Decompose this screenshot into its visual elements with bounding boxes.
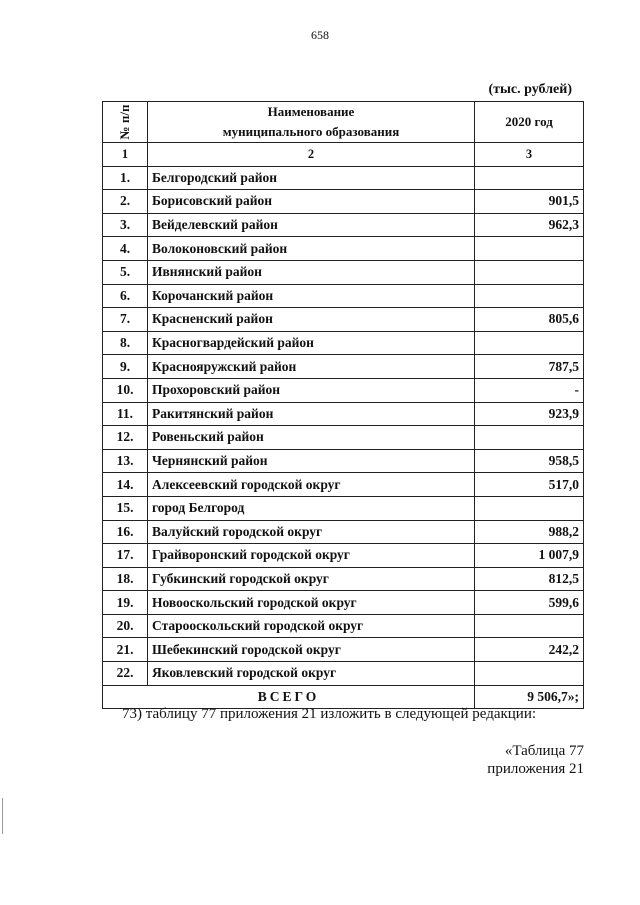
- table-row: [103, 496, 584, 520]
- row-name: Валуйский городской округ: [148, 520, 475, 544]
- header-year-column: 2020 год: [475, 102, 584, 143]
- header-name-column: [148, 102, 475, 143]
- row-name: Губкинский городской округ: [148, 567, 475, 591]
- row-value: [475, 426, 584, 450]
- row-value: [475, 166, 584, 190]
- amendment-paragraph: 73) таблицу 77 приложения 21 изложить в следующей редакции:: [122, 706, 537, 722]
- table-row: [103, 614, 584, 638]
- table-row: [103, 520, 584, 544]
- row-name: Белгородский район: [148, 166, 475, 190]
- row-name: Шебекинский городской округ: [148, 638, 475, 662]
- row-value: 242,2: [475, 638, 584, 662]
- header-number-label: № п/п: [117, 104, 132, 140]
- row-number: 14.: [103, 473, 148, 497]
- row-value: 962,3: [475, 213, 584, 237]
- units-label: (тыс. рублей): [488, 82, 572, 97]
- row-number: 3.: [103, 213, 148, 237]
- row-number: 7.: [103, 308, 148, 332]
- row-value: 1 007,9: [475, 544, 584, 568]
- row-value: [475, 260, 584, 284]
- row-number: 2.: [103, 190, 148, 214]
- budget-table: [102, 101, 584, 709]
- row-number: 5.: [103, 260, 148, 284]
- table-row: [103, 378, 584, 402]
- table-row: [103, 284, 584, 308]
- row-number: 11.: [103, 402, 148, 426]
- row-number: 22.: [103, 662, 148, 686]
- row-value: 988,2: [475, 520, 584, 544]
- row-name: Чернянский район: [148, 449, 475, 473]
- table-row: [103, 473, 584, 497]
- table-row: [103, 638, 584, 662]
- row-name: Ракитянский район: [148, 402, 475, 426]
- row-name: Вейделевский район: [148, 213, 475, 237]
- row-number: 6.: [103, 284, 148, 308]
- row-value: [475, 284, 584, 308]
- row-value: [475, 331, 584, 355]
- table-row: [103, 213, 584, 237]
- table-row: [103, 331, 584, 355]
- row-value: 599,6: [475, 591, 584, 615]
- row-number: 8.: [103, 331, 148, 355]
- table-row: [103, 402, 584, 426]
- row-name: Алексеевский городской округ: [148, 473, 475, 497]
- row-value: [475, 237, 584, 261]
- table-row: [103, 449, 584, 473]
- page-number: 658: [311, 28, 329, 42]
- row-name: Прохоровский район: [148, 378, 475, 402]
- row-number: 12.: [103, 426, 148, 450]
- row-name: город Белгород: [148, 496, 475, 520]
- row-name: Ивнянский район: [148, 260, 475, 284]
- table-row: [103, 260, 584, 284]
- row-name: Борисовский район: [148, 190, 475, 214]
- row-name: Краснояружский район: [148, 355, 475, 379]
- row-number: 13.: [103, 449, 148, 473]
- column-number-3: 3: [475, 143, 584, 167]
- table-reference-line1: «Таблица 77: [504, 743, 584, 759]
- table-row: [103, 567, 584, 591]
- row-name: Красногвардейский район: [148, 331, 475, 355]
- table-row: [103, 591, 584, 615]
- row-name: Ровеньский район: [148, 426, 475, 450]
- row-number: 4.: [103, 237, 148, 261]
- header-name-line2: муниципального образования: [222, 124, 400, 139]
- row-value: [475, 614, 584, 638]
- table-row: [103, 166, 584, 190]
- row-value: 901,5: [475, 190, 584, 214]
- table-reference-line2: приложения 21: [487, 761, 584, 777]
- row-number: 1.: [103, 166, 148, 190]
- row-value: 812,5: [475, 567, 584, 591]
- row-value: [475, 662, 584, 686]
- table-header-row: [103, 102, 584, 143]
- table-row: [103, 662, 584, 686]
- margin-mark: [2, 798, 3, 834]
- header-name-line1: Наименование: [267, 104, 355, 119]
- row-name: Красненский район: [148, 308, 475, 332]
- row-name: Грайворонский городской округ: [148, 544, 475, 568]
- row-value: 958,5: [475, 449, 584, 473]
- row-name: Новооскольский городской округ: [148, 591, 475, 615]
- row-value: 805,6: [475, 308, 584, 332]
- column-number-1: 1: [103, 143, 148, 167]
- row-value: -: [475, 378, 584, 402]
- row-number: 19.: [103, 591, 148, 615]
- row-number: 10.: [103, 378, 148, 402]
- row-number: 21.: [103, 638, 148, 662]
- row-name: Старооскольский городской округ: [148, 614, 475, 638]
- table-row: [103, 426, 584, 450]
- column-number-2: 2: [148, 143, 475, 167]
- row-number: 9.: [103, 355, 148, 379]
- column-number-row: [103, 143, 584, 167]
- total-value: 9 506,7»;: [475, 685, 584, 709]
- row-value: 923,9: [475, 402, 584, 426]
- table-row: [103, 355, 584, 379]
- row-number: 20.: [103, 614, 148, 638]
- row-name: Корочанский район: [148, 284, 475, 308]
- row-number: 16.: [103, 520, 148, 544]
- row-value: [475, 496, 584, 520]
- row-number: 15.: [103, 496, 148, 520]
- table-row: [103, 544, 584, 568]
- row-number: 17.: [103, 544, 148, 568]
- row-value: 517,0: [475, 473, 584, 497]
- header-number-column: [103, 102, 148, 143]
- table-row: [103, 190, 584, 214]
- table-reference: [487, 742, 584, 778]
- table-row: [103, 237, 584, 261]
- row-name: Яковлевский городской округ: [148, 662, 475, 686]
- row-number: 18.: [103, 567, 148, 591]
- row-value: 787,5: [475, 355, 584, 379]
- row-name: Волоконовский район: [148, 237, 475, 261]
- total-label: ВСЕГО: [103, 685, 475, 709]
- table-row: [103, 308, 584, 332]
